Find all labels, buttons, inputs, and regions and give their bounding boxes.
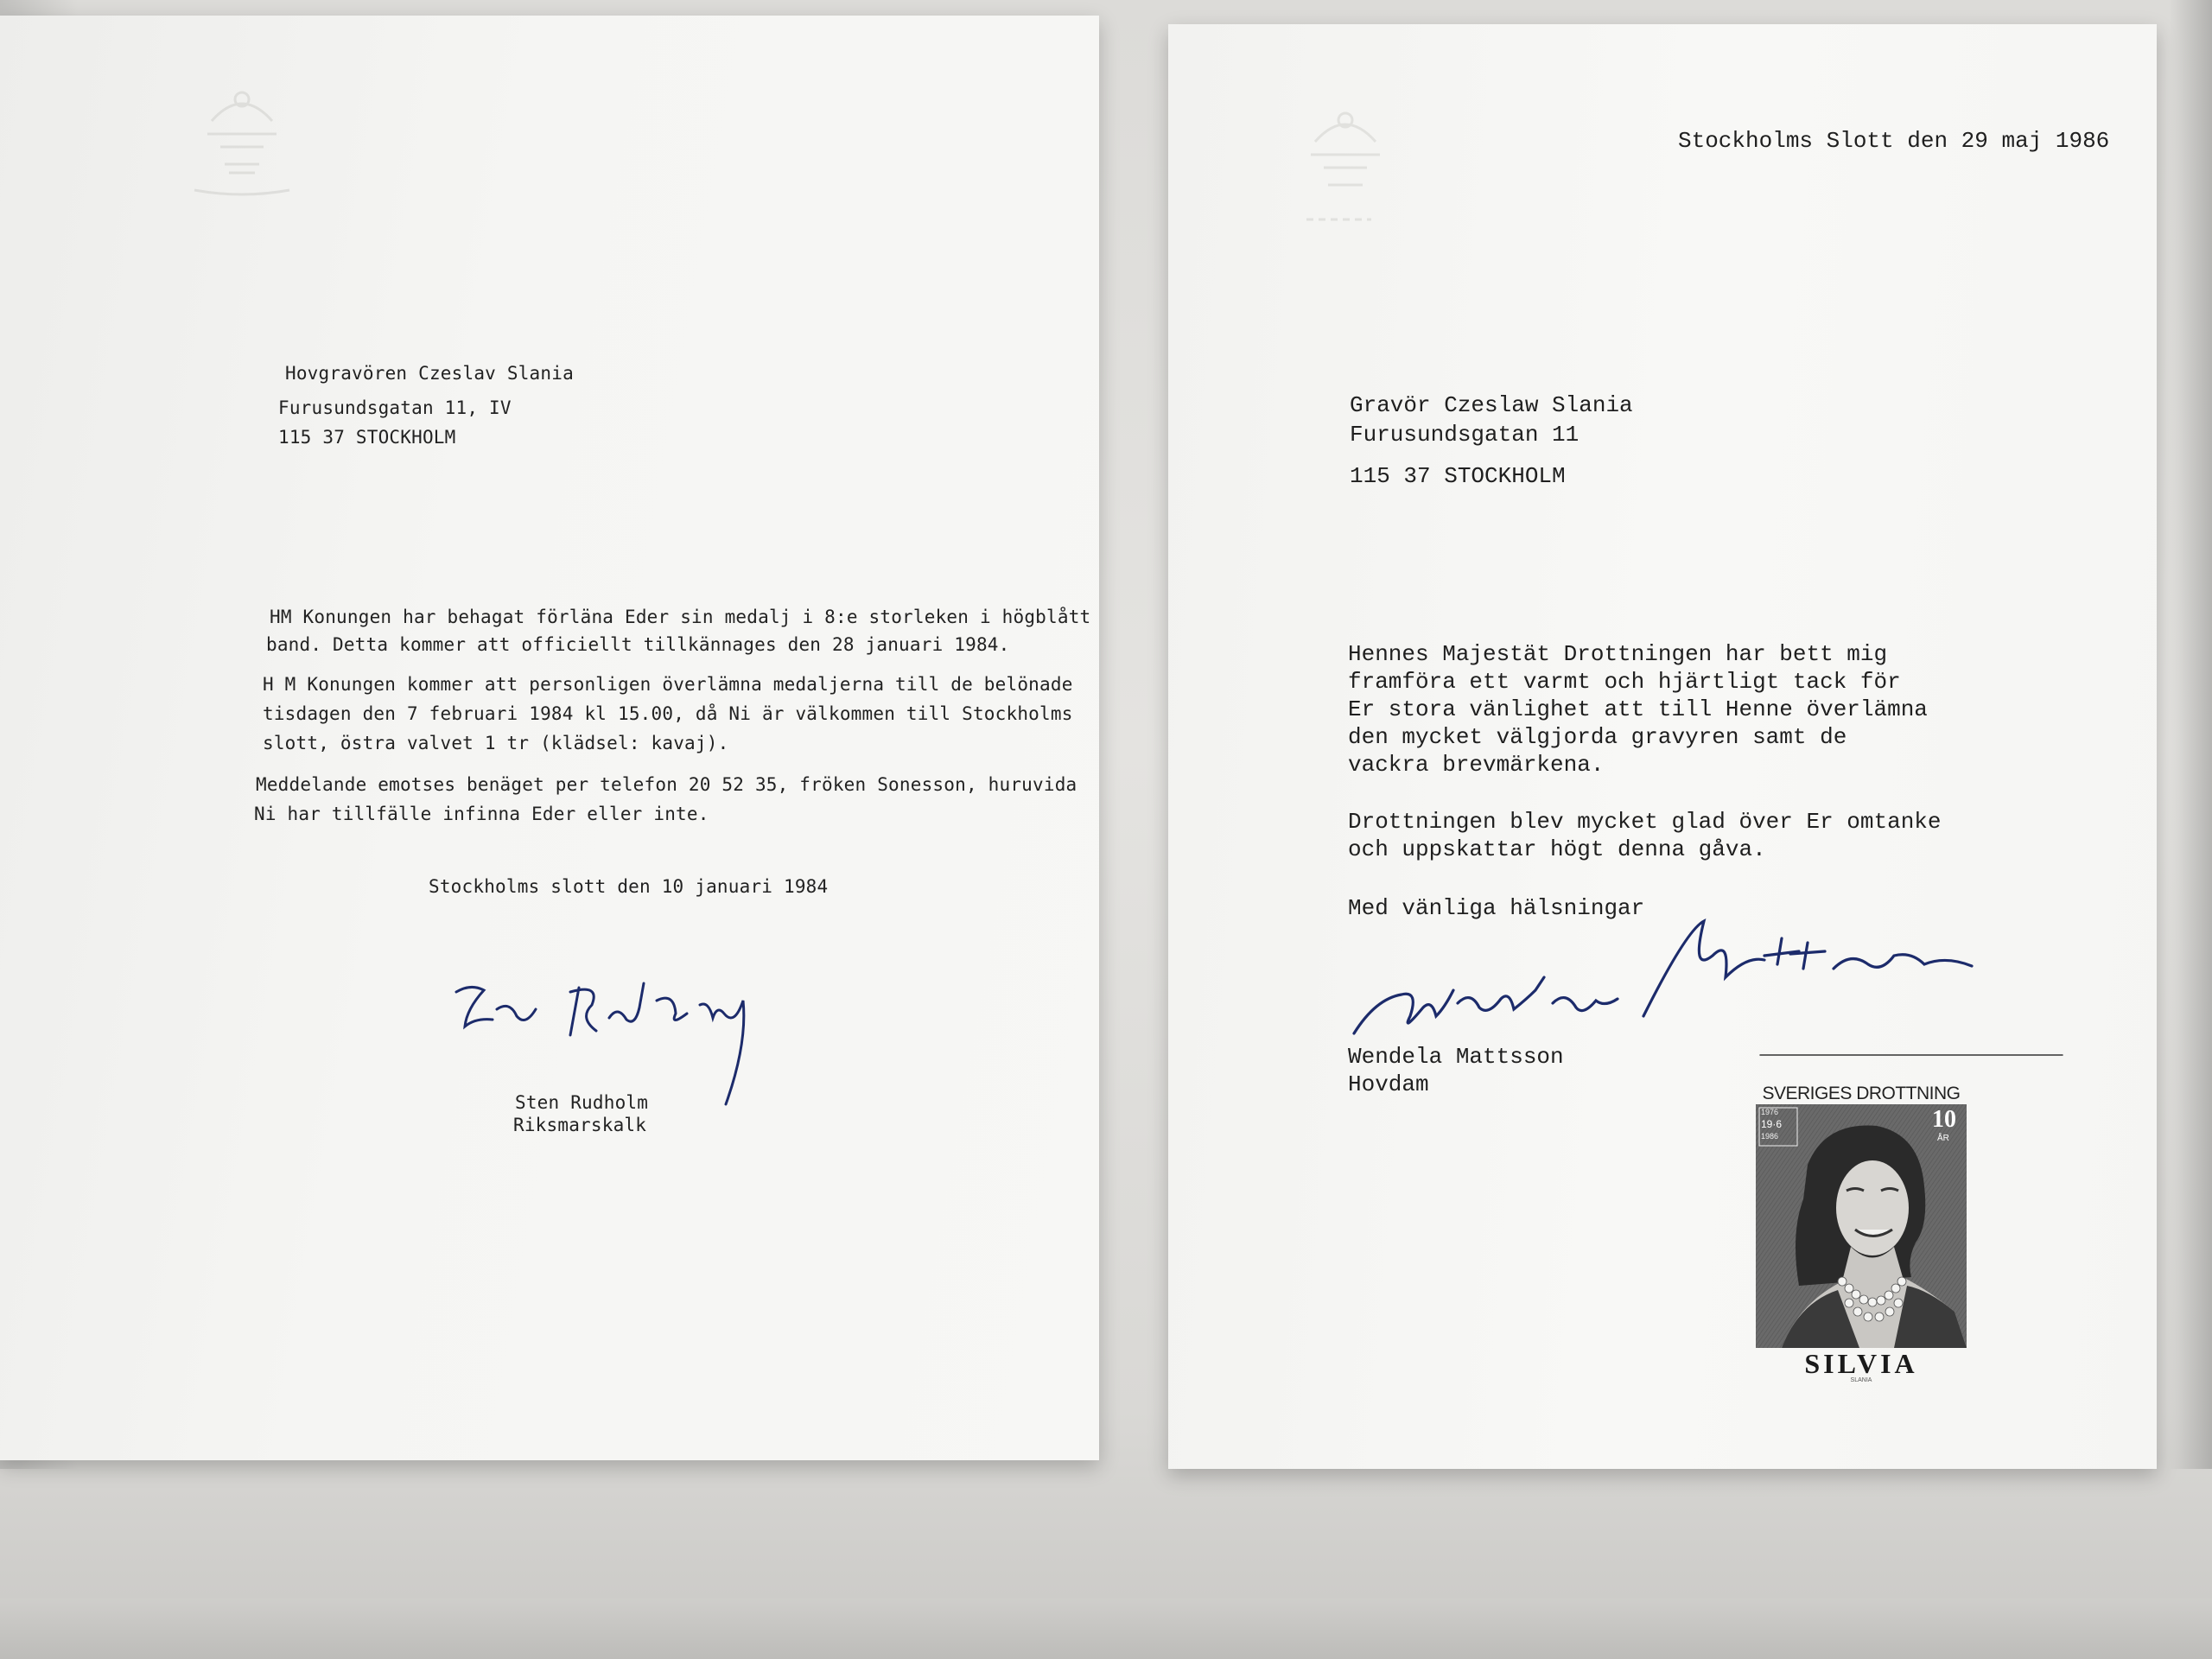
signer-name: Sten Rudholm bbox=[515, 1092, 649, 1113]
place-date: Stockholms Slott den 29 maj 1986 bbox=[1678, 128, 2110, 154]
stamp-engraver: SLANIA bbox=[1850, 1377, 1872, 1383]
address-city: 115 37 STOCKHOLM bbox=[278, 427, 456, 448]
background-shadow-right bbox=[2169, 0, 2212, 1469]
body-line: och uppskattar högt denna gåva. bbox=[1348, 836, 1766, 862]
letter-1984 bbox=[0, 16, 1099, 1460]
signer-title: Hovdam bbox=[1348, 1071, 1429, 1097]
display-shelf bbox=[0, 1599, 2212, 1659]
stamp-year-bottom: 1986 bbox=[1761, 1132, 1779, 1141]
body-line: den mycket välgjorda gravyren samt de bbox=[1348, 724, 1847, 750]
royal-crown-emboss-icon bbox=[186, 69, 298, 199]
stamp-date: 19·6 bbox=[1761, 1118, 1783, 1130]
stamp-unit: ÅR bbox=[1937, 1134, 1949, 1143]
stamp-value: 10 bbox=[1932, 1106, 1956, 1133]
signer-name: Wendela Mattsson bbox=[1348, 1044, 1564, 1070]
address-city: 115 37 STOCKHOLM bbox=[1350, 463, 1566, 489]
body-line: framföra ett varmt och hjärtligt tack för bbox=[1348, 669, 1901, 695]
body-line: tisdagen den 7 februari 1984 kl 15.00, då Ni är välkommen till Stockholms bbox=[263, 703, 1073, 724]
address-street: Furusundsgatan 11, IV bbox=[278, 397, 512, 418]
body-line: Meddelande emotses benäget per telefon 20 52 35, fröken Sonesson, huruvida bbox=[256, 774, 1077, 795]
stamp-name: SILVIA bbox=[1804, 1348, 1918, 1379]
address-name: Hovgravören Czeslav Slania bbox=[285, 363, 574, 384]
body-line: H M Konungen kommer att personligen överlämna medaljerna till de belönade bbox=[263, 674, 1073, 695]
body-line: Hennes Majestät Drottningen har bett mig bbox=[1348, 641, 1888, 667]
closing: Med vänliga hälsningar bbox=[1348, 895, 1645, 921]
signer-title: Riksmarskalk bbox=[513, 1115, 647, 1135]
address-street: Furusundsgatan 11 bbox=[1350, 422, 1580, 448]
body-line: HM Konungen har behagat förläna Eder sin medalj i 8:e storleken i högblått bbox=[270, 607, 1091, 627]
royal-crown-emboss-icon bbox=[1289, 81, 1402, 228]
stamp-year-top: 1976 bbox=[1761, 1108, 1779, 1116]
signature-sten-rudholm bbox=[449, 966, 795, 1113]
body-line: slott, östra valvet 1 tr (klädsel: kavaj). bbox=[263, 733, 729, 753]
address-name: Gravör Czeslaw Slania bbox=[1350, 392, 1633, 418]
body-line: Drottningen blev mycket glad över Er omtanke bbox=[1348, 809, 1942, 835]
place-date: Stockholms slott den 10 januari 1984 bbox=[429, 876, 829, 897]
body-line: vackra brevmärkena. bbox=[1348, 752, 1605, 778]
body-line: Er stora vänlighet att till Henne överlämna bbox=[1348, 696, 1928, 722]
body-line: band. Detta kommer att officiellt tillkännages den 28 januari 1984. bbox=[266, 634, 1010, 655]
signature-wendela-mattsson bbox=[1350, 904, 2075, 1059]
letter-1986 bbox=[1168, 24, 2157, 1469]
stamp-header: SVERIGES DROTTNING bbox=[1762, 1084, 1961, 1103]
postage-stamp bbox=[1754, 1084, 1968, 1384]
stamp-portrait-engraving bbox=[1756, 1104, 1967, 1348]
body-line: Ni har tillfälle infinna Eder eller inte. bbox=[254, 804, 709, 824]
